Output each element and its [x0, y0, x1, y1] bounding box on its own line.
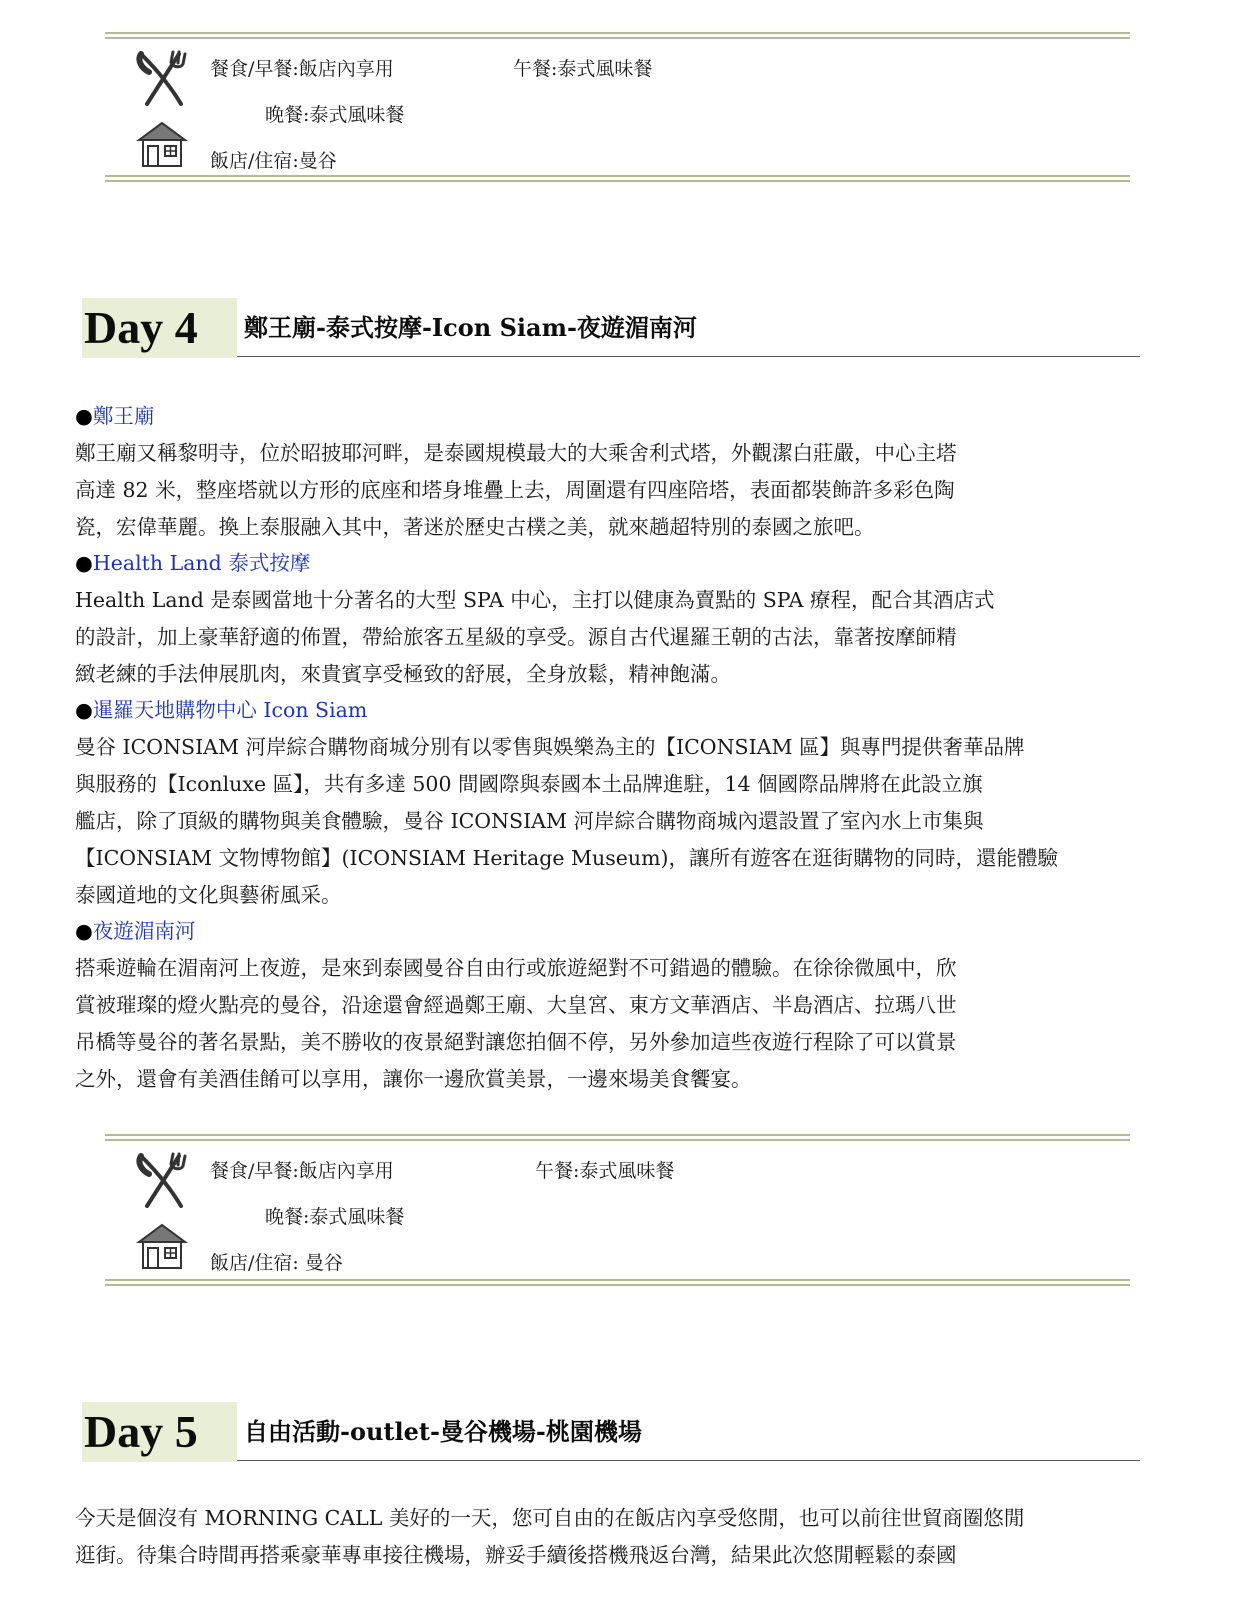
bullet: ●	[75, 698, 93, 722]
meal-lunch: 午餐:泰式風味餐	[535, 1160, 675, 1182]
text-line: 今天是個沒有 MORNING CALL 美好的一天，您可自由的在飯店內享受悠閒，也可以前往世貿商圈悠閒	[75, 1506, 1025, 1530]
section-heading	[75, 692, 367, 729]
meal-breakfast: 餐食/早餐:飯店內享用	[210, 1160, 394, 1182]
section-label: 鄭王廟	[92, 404, 155, 428]
section-label: 暹羅天地購物中心 Icon Siam	[92, 698, 368, 722]
box-bottom-border	[105, 1279, 1130, 1286]
text-line: 緻老練的手法伸展肌肉，來貴賓享受極致的舒展，全身放鬆，精神飽滿。	[75, 662, 731, 686]
hotel-stay: 飯店/住宿: 曼谷	[210, 1252, 343, 1274]
text-line: 之外，還會有美酒佳餚可以享用，讓你一邊欣賞美景，一邊來場美食饗宴。	[75, 1067, 752, 1091]
text-line: 鄭王廟又稱黎明寺，位於昭披耶河畔，是泰國規模最大的大乘舍利式塔，外觀潔白莊嚴，中心主塔	[75, 441, 957, 465]
section-text	[75, 582, 1145, 693]
meal-dinner: 晚餐:泰式風味餐	[265, 104, 405, 126]
section-heading	[75, 545, 310, 582]
box-top-border	[105, 32, 1130, 39]
section-text	[75, 729, 1145, 914]
day4-title: 鄭王廟-泰式按摩-Icon Siam-夜遊湄南河	[244, 313, 697, 342]
day5-title: 自由活動-outlet-曼谷機場-桃園機場	[244, 1417, 642, 1446]
text-line: 與服務的【Iconluxe 區】，共有多達 500 間國際與泰國本土品牌進駐，14 個國際品牌將在此設立旗	[75, 772, 983, 796]
section-heading	[75, 913, 195, 950]
meal-box-2	[105, 1134, 1130, 1286]
text-line: 瓷，宏偉華麗。換上泰服融入其中，著迷於歷史古樸之美，就來趟超特別的泰國之旅吧。	[75, 515, 875, 539]
meal-dinner: 晚餐:泰式風味餐	[265, 1206, 405, 1228]
section-text	[75, 950, 1145, 1098]
text-line: 的設計，加上豪華舒適的佈置，帶給旅客五星級的享受。源自古代暹羅王朝的古法，靠著按摩師精	[75, 625, 957, 649]
section-text	[75, 435, 1145, 546]
text-line: 泰國道地的文化與藝術風采。	[75, 883, 342, 907]
text-line: 賞被璀璨的燈火點亮的曼谷，沿途還會經過鄭王廟、大皇宮、東方文華酒店、半島酒店、拉瑪八世	[75, 993, 957, 1017]
day4-underline	[237, 356, 1140, 357]
box-bottom-border	[105, 175, 1130, 182]
text-line: 【ICONSIAM 文物博物館】(ICONSIAM Heritage Museum)，讓所有遊客在逛街購物的同時，還能體驗	[75, 846, 1059, 870]
section-label: Health Land 泰式按摩	[92, 551, 311, 575]
house-icon	[135, 1222, 189, 1270]
hotel-stay: 飯店/住宿:曼谷	[210, 150, 337, 172]
text-line: 艦店，除了頂級的購物與美食體驗，曼谷 ICONSIAM 河岸綜合購物商城內還設置了室內水上市集與	[75, 809, 984, 833]
text-line: 吊橋等曼谷的著名景點，美不勝收的夜景絕對讓您拍個不停，另外參加這些夜遊行程除了可以賞景	[75, 1030, 957, 1054]
day4-header	[82, 298, 1140, 360]
meal-breakfast: 餐食/早餐:飯店內享用	[210, 58, 394, 80]
house-icon	[135, 120, 189, 168]
box-top-border	[105, 1134, 1130, 1141]
text-line: 高達 82 米，整座塔就以方形的底座和塔身堆疊上去，周圍還有四座陪塔，表面都裝飾許多彩色陶	[75, 478, 955, 502]
fork-knife-icon	[135, 1152, 191, 1210]
meal-box-1	[105, 32, 1130, 182]
day4-tag: Day 4	[82, 298, 237, 358]
day5-header	[82, 1402, 1140, 1464]
text-line: 搭乘遊輪在湄南河上夜遊，是來到泰國曼谷自由行或旅遊絕對不可錯過的體驗。在徐徐微風中，欣	[75, 956, 957, 980]
text-line: Health Land 是泰國當地十分著名的大型 SPA 中心，主打以健康為賣點的 SPA 療程，配合其酒店式	[75, 588, 995, 612]
fork-knife-icon	[135, 50, 191, 108]
day5-underline	[237, 1460, 1140, 1461]
section-heading	[75, 398, 154, 435]
meal-lunch: 午餐:泰式風味餐	[513, 58, 653, 80]
text-line: 曼谷 ICONSIAM 河岸綜合購物商城分別有以零售與娛樂為主的【ICONSIAM 區】與專門提供奢華品牌	[75, 735, 1025, 759]
bullet: ●	[75, 551, 93, 575]
section-label: 夜遊湄南河	[92, 919, 196, 943]
day5-text	[75, 1500, 1145, 1574]
bullet: ●	[75, 919, 93, 943]
day5-tag: Day 5	[82, 1402, 237, 1462]
bullet: ●	[75, 404, 93, 428]
text-line: 逛街。待集合時間再搭乘豪華專車接往機場，辦妥手續後搭機飛返台灣，結果此次悠閒輕鬆的泰國	[75, 1543, 957, 1567]
